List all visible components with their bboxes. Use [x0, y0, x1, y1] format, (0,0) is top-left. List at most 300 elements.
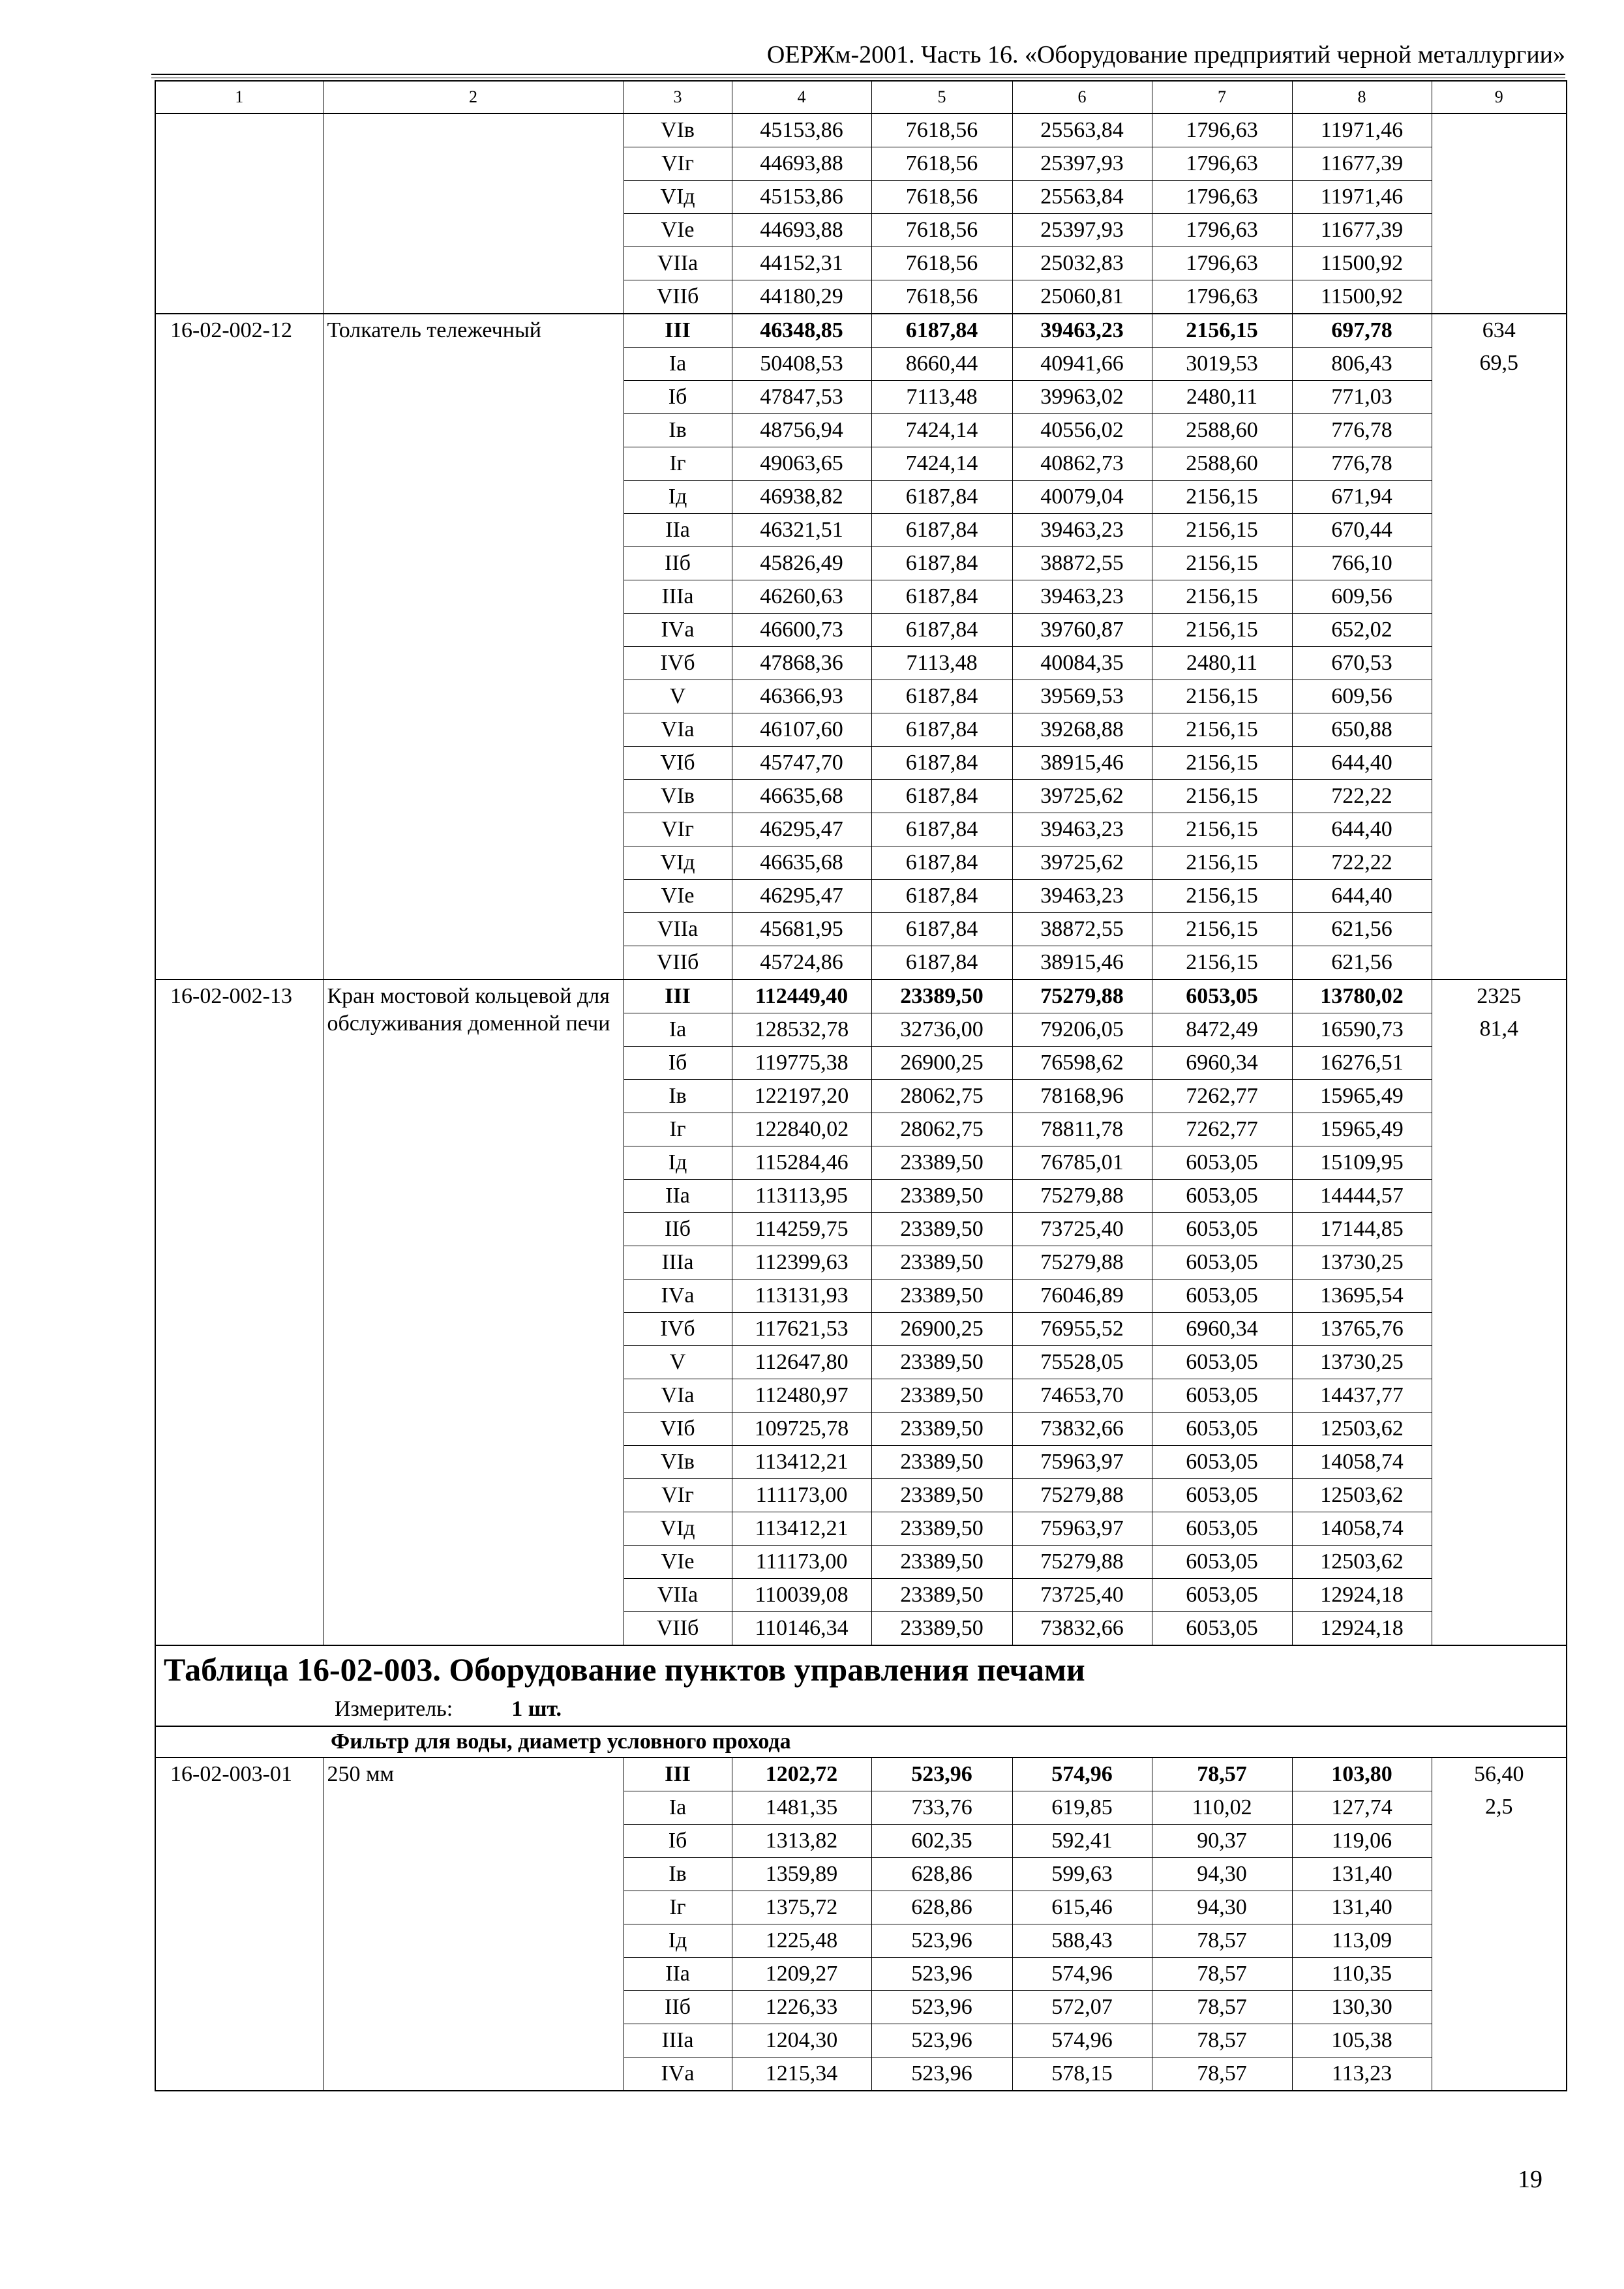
price-cell: 6187,84 [871, 913, 1012, 946]
price-cell: 6187,84 [871, 481, 1012, 514]
price-cell: 73725,40 [1012, 1213, 1152, 1246]
price-cell: 78,57 [1152, 1924, 1292, 1958]
region-code: Iа [624, 1791, 732, 1825]
price-cell: 6053,05 [1152, 1146, 1292, 1180]
price-cell: 94,30 [1152, 1891, 1292, 1924]
col9-value: 634 [1482, 318, 1516, 342]
price-cell: 14058,74 [1292, 1512, 1432, 1546]
price-cell: 1796,63 [1152, 113, 1292, 147]
price-cell: 6187,84 [871, 580, 1012, 614]
price-cell: 11971,46 [1292, 181, 1432, 214]
col9-values [1432, 113, 1567, 314]
price-cell: 670,53 [1292, 647, 1432, 680]
price-cell: 766,10 [1292, 547, 1432, 580]
region-code: IIа [624, 1180, 732, 1213]
price-cell: 6053,05 [1152, 1213, 1292, 1246]
region-code: VIб [624, 747, 732, 780]
column-number: 6 [1012, 81, 1152, 113]
col9-values [1432, 980, 1567, 1645]
price-cell: 23389,50 [871, 1279, 1012, 1313]
price-cell: 105,38 [1292, 2024, 1432, 2057]
price-cell: 2480,11 [1152, 647, 1292, 680]
price-cell: 119,06 [1292, 1825, 1432, 1858]
price-cell: 75279,88 [1012, 1180, 1152, 1213]
price-cell: 112449,40 [732, 980, 871, 1013]
price-cell: 75963,97 [1012, 1446, 1152, 1479]
col9-value: 2,5 [1485, 1795, 1513, 1819]
price-cell: 574,96 [1012, 1958, 1152, 1991]
price-cell: 628,86 [871, 1891, 1012, 1924]
price-cell: 110039,08 [732, 1579, 871, 1612]
region-code: Iв [624, 1858, 732, 1891]
price-cell: 25032,83 [1012, 247, 1152, 280]
table-section-heading [155, 1645, 1567, 1726]
price-cell: 45724,86 [732, 946, 871, 980]
price-cell: 38915,46 [1012, 946, 1152, 980]
column-number: 7 [1152, 81, 1292, 113]
region-code: VIв [624, 1446, 732, 1479]
price-cell: 23389,50 [871, 1180, 1012, 1213]
price-cell: 6187,84 [871, 680, 1012, 713]
region-code: VIIб [624, 280, 732, 314]
price-cell: 103,80 [1292, 1758, 1432, 1791]
price-cell: 110146,34 [732, 1612, 871, 1646]
price-cell: 2480,11 [1152, 381, 1292, 414]
price-cell: 776,78 [1292, 447, 1432, 481]
price-cell: 46635,68 [732, 846, 871, 880]
price-cell: 76046,89 [1012, 1279, 1152, 1313]
region-code: VIг [624, 1479, 732, 1512]
price-cell: 2156,15 [1152, 880, 1292, 913]
price-cell: 6053,05 [1152, 1546, 1292, 1579]
meter-unit: 1 шт. [511, 1697, 562, 1721]
price-cell: 7618,56 [871, 214, 1012, 247]
price-cell: 15109,95 [1292, 1146, 1432, 1180]
price-cell: 46938,82 [732, 481, 871, 514]
price-cell: 11677,39 [1292, 214, 1432, 247]
group-heading-row [155, 1726, 1567, 1758]
price-cell: 2588,60 [1152, 414, 1292, 447]
price-cell: 6053,05 [1152, 1413, 1292, 1446]
price-cell: 39463,23 [1012, 880, 1152, 913]
price-cell: 722,22 [1292, 780, 1432, 813]
price-cell: 28062,75 [871, 1113, 1012, 1146]
price-cell: 619,85 [1012, 1791, 1152, 1825]
price-cell: 7424,14 [871, 414, 1012, 447]
price-cell: 44693,88 [732, 214, 871, 247]
price-cell: 12924,18 [1292, 1612, 1432, 1646]
col9-value: 81,4 [1479, 1017, 1518, 1041]
price-table-body [155, 81, 1567, 2091]
price-cell: 75279,88 [1012, 1546, 1152, 1579]
region-code: VIе [624, 214, 732, 247]
price-cell: 25397,93 [1012, 214, 1152, 247]
price-cell: 1313,82 [732, 1825, 871, 1858]
price-cell: 621,56 [1292, 946, 1432, 980]
price-cell: 78,57 [1152, 1758, 1292, 1791]
price-cell: 7113,48 [871, 381, 1012, 414]
price-cell: 6053,05 [1152, 1612, 1292, 1646]
price-table [155, 80, 1567, 2091]
column-number: 4 [732, 81, 871, 113]
price-cell: 7618,56 [871, 280, 1012, 314]
price-cell: 111173,00 [732, 1479, 871, 1512]
region-code: IIа [624, 1958, 732, 1991]
price-cell: 609,56 [1292, 680, 1432, 713]
region-code: Iв [624, 1080, 732, 1113]
price-cell: 609,56 [1292, 580, 1432, 614]
price-cell: 23389,50 [871, 1379, 1012, 1413]
price-cell: 115284,46 [732, 1146, 871, 1180]
price-cell: 73832,66 [1012, 1612, 1152, 1646]
price-cell: 111173,00 [732, 1546, 871, 1579]
price-cell: 23389,50 [871, 980, 1012, 1013]
price-cell: 1226,33 [732, 1991, 871, 2024]
header-rule [151, 74, 1565, 75]
section-cell [155, 1645, 1567, 1726]
region-code: Iб [624, 1825, 732, 1858]
price-cell: 46600,73 [732, 614, 871, 647]
price-cell: 17144,85 [1292, 1213, 1432, 1246]
price-cell: 11500,92 [1292, 247, 1432, 280]
price-cell: 1796,63 [1152, 214, 1292, 247]
price-cell: 12503,62 [1292, 1546, 1432, 1579]
price-cell: 733,76 [871, 1791, 1012, 1825]
price-cell: 722,22 [1292, 846, 1432, 880]
price-cell: 39463,23 [1012, 314, 1152, 348]
price-cell: 621,56 [1292, 913, 1432, 946]
price-cell: 25397,93 [1012, 147, 1152, 181]
price-cell: 40079,04 [1012, 481, 1152, 514]
price-cell: 23389,50 [871, 1446, 1012, 1479]
price-cell: 75279,88 [1012, 1479, 1152, 1512]
column-number: 5 [871, 81, 1012, 113]
region-code: VIд [624, 846, 732, 880]
price-cell: 25060,81 [1012, 280, 1152, 314]
price-cell: 113,09 [1292, 1924, 1432, 1958]
price-cell: 110,35 [1292, 1958, 1432, 1991]
price-cell: 78,57 [1152, 2057, 1292, 2091]
price-cell: 6053,05 [1152, 1379, 1292, 1413]
price-cell: 23389,50 [871, 1346, 1012, 1379]
price-cell: 1796,63 [1152, 181, 1292, 214]
column-number: 1 [155, 81, 323, 113]
price-cell: 74653,70 [1012, 1379, 1152, 1413]
price-cell: 2156,15 [1152, 813, 1292, 846]
price-cell: 2156,15 [1152, 780, 1292, 813]
price-cell: 776,78 [1292, 414, 1432, 447]
item-code: 16-02-002-13 [155, 980, 323, 1645]
region-code: IIIа [624, 580, 732, 614]
price-cell: 6053,05 [1152, 1579, 1292, 1612]
price-cell: 44693,88 [732, 147, 871, 181]
price-cell: 78,57 [1152, 1958, 1292, 1991]
price-cell: 806,43 [1292, 348, 1432, 381]
price-cell: 12503,62 [1292, 1413, 1432, 1446]
price-cell: 131,40 [1292, 1858, 1432, 1891]
price-cell: 3019,53 [1152, 348, 1292, 381]
col9-value: 69,5 [1479, 351, 1518, 375]
item-name: Кран мостовой кольцевой для обслуживания доменной печи [323, 980, 624, 1645]
region-code: VIIа [624, 1579, 732, 1612]
price-cell: 78,57 [1152, 2024, 1292, 2057]
column-number: 2 [323, 81, 624, 113]
price-cell: 76598,62 [1012, 1047, 1152, 1080]
price-cell: 14444,57 [1292, 1180, 1432, 1213]
region-code: VIIа [624, 913, 732, 946]
column-number: 3 [624, 81, 732, 113]
price-cell: 6187,84 [871, 813, 1012, 846]
region-code: III [624, 980, 732, 1013]
region-code: Iг [624, 447, 732, 481]
region-code: Iг [624, 1113, 732, 1146]
price-cell: 6053,05 [1152, 1180, 1292, 1213]
region-code: VIд [624, 1512, 732, 1546]
price-cell: 615,46 [1012, 1891, 1152, 1924]
price-cell: 76955,52 [1012, 1313, 1152, 1346]
price-cell: 130,30 [1292, 1991, 1432, 2024]
region-code: VIIа [624, 247, 732, 280]
price-cell: 7618,56 [871, 113, 1012, 147]
price-cell: 650,88 [1292, 713, 1432, 747]
price-cell: 46295,47 [732, 880, 871, 913]
price-cell: 644,40 [1292, 813, 1432, 846]
price-cell: 49063,65 [732, 447, 871, 481]
price-cell: 697,78 [1292, 314, 1432, 348]
price-cell: 127,74 [1292, 1791, 1432, 1825]
price-cell: 2156,15 [1152, 747, 1292, 780]
price-cell: 47847,53 [732, 381, 871, 414]
price-cell: 109725,78 [732, 1413, 871, 1446]
price-cell: 128532,78 [732, 1013, 871, 1047]
price-cell: 38872,55 [1012, 913, 1152, 946]
price-cell: 23389,50 [871, 1612, 1012, 1646]
price-cell: 75279,88 [1012, 1246, 1152, 1279]
price-cell: 47868,36 [732, 647, 871, 680]
price-cell: 79206,05 [1012, 1013, 1152, 1047]
price-cell: 26900,25 [871, 1313, 1012, 1346]
price-cell: 113412,21 [732, 1446, 871, 1479]
price-cell: 45153,86 [732, 113, 871, 147]
price-cell: 44180,29 [732, 280, 871, 314]
price-cell: 588,43 [1012, 1924, 1152, 1958]
price-cell: 12924,18 [1292, 1579, 1432, 1612]
price-cell: 32736,00 [871, 1013, 1012, 1047]
price-cell: 1215,34 [732, 2057, 871, 2091]
table-row [155, 113, 1567, 147]
region-code: IVа [624, 2057, 732, 2091]
region-code: IIIа [624, 2024, 732, 2057]
region-code: Iг [624, 1891, 732, 1924]
price-cell: 671,94 [1292, 481, 1432, 514]
price-cell: 2156,15 [1152, 713, 1292, 747]
price-cell: 110,02 [1152, 1791, 1292, 1825]
price-cell: 602,35 [871, 1825, 1012, 1858]
price-cell: 23389,50 [871, 1546, 1012, 1579]
price-cell: 771,03 [1292, 381, 1432, 414]
price-cell: 46366,93 [732, 680, 871, 713]
price-cell: 11500,92 [1292, 280, 1432, 314]
price-cell: 2156,15 [1152, 514, 1292, 547]
price-cell: 6187,84 [871, 846, 1012, 880]
price-cell: 25563,84 [1012, 113, 1152, 147]
price-cell: 117621,53 [732, 1313, 871, 1346]
price-cell: 7113,48 [871, 647, 1012, 680]
price-cell: 45747,70 [732, 747, 871, 780]
price-cell: 670,44 [1292, 514, 1432, 547]
price-cell: 73832,66 [1012, 1413, 1152, 1446]
price-cell: 2156,15 [1152, 846, 1292, 880]
price-cell: 78168,96 [1012, 1080, 1152, 1113]
price-cell: 40084,35 [1012, 647, 1152, 680]
price-cell: 13765,76 [1292, 1313, 1432, 1346]
price-cell: 2156,15 [1152, 946, 1292, 980]
page-header: ОЕРЖм-2001. Часть 16. «Оборудование предприятий черной металлургии» [766, 41, 1565, 68]
meter-line [160, 1693, 1562, 1726]
price-cell: 2156,15 [1152, 580, 1292, 614]
price-cell: 652,02 [1292, 614, 1432, 647]
price-cell: 592,41 [1012, 1825, 1152, 1858]
column-number-row [155, 81, 1567, 113]
price-cell: 45153,86 [732, 181, 871, 214]
price-cell: 628,86 [871, 1858, 1012, 1891]
price-cell: 1796,63 [1152, 247, 1292, 280]
price-cell: 572,07 [1012, 1991, 1152, 2024]
region-code: IVб [624, 1313, 732, 1346]
price-cell: 23389,50 [871, 1413, 1012, 1446]
region-code: III [624, 1758, 732, 1791]
price-cell: 46260,63 [732, 580, 871, 614]
price-cell: 6960,34 [1152, 1313, 1292, 1346]
price-cell: 39725,62 [1012, 780, 1152, 813]
price-cell: 75963,97 [1012, 1512, 1152, 1546]
price-cell: 50408,53 [732, 348, 871, 381]
price-cell: 16276,51 [1292, 1047, 1432, 1080]
price-cell: 39463,23 [1012, 813, 1152, 846]
price-cell: 78,57 [1152, 1991, 1292, 2024]
section-title: Таблица 16-02-003. Оборудование пунктов управления печами [164, 1651, 1085, 1688]
price-cell: 39463,23 [1012, 580, 1152, 614]
price-cell: 599,63 [1012, 1858, 1152, 1891]
price-cell: 16590,73 [1292, 1013, 1432, 1047]
price-cell: 76785,01 [1012, 1146, 1152, 1180]
price-cell: 1202,72 [732, 1758, 871, 1791]
price-cell: 39963,02 [1012, 381, 1152, 414]
price-cell: 11677,39 [1292, 147, 1432, 181]
price-cell: 523,96 [871, 1991, 1012, 2024]
col9-values [1432, 314, 1567, 980]
region-code: IIIа [624, 1246, 732, 1279]
price-cell: 2156,15 [1152, 481, 1292, 514]
item-name: Толкатель тележечный [323, 314, 624, 980]
region-code: VIд [624, 181, 732, 214]
price-cell: 523,96 [871, 1958, 1012, 1991]
price-cell: 6187,84 [871, 614, 1012, 647]
price-cell: 44152,31 [732, 247, 871, 280]
price-cell: 8660,44 [871, 348, 1012, 381]
region-code: Iб [624, 381, 732, 414]
item-name [323, 113, 624, 314]
region-code: VIа [624, 713, 732, 747]
price-cell: 90,37 [1152, 1825, 1292, 1858]
price-cell: 45826,49 [732, 547, 871, 580]
price-cell: 38872,55 [1012, 547, 1152, 580]
price-cell: 113131,93 [732, 1279, 871, 1313]
price-cell: 15965,49 [1292, 1113, 1432, 1146]
price-cell: 23389,50 [871, 1479, 1012, 1512]
price-cell: 122840,02 [732, 1113, 871, 1146]
price-cell: 2156,15 [1152, 614, 1292, 647]
price-cell: 11971,46 [1292, 113, 1432, 147]
price-cell: 6187,84 [871, 514, 1012, 547]
price-cell: 12503,62 [1292, 1479, 1432, 1512]
price-cell: 6053,05 [1152, 1479, 1292, 1512]
price-cell: 94,30 [1152, 1858, 1292, 1891]
price-cell: 39268,88 [1012, 713, 1152, 747]
region-code: Iд [624, 1924, 732, 1958]
price-cell: 7618,56 [871, 181, 1012, 214]
price-cell: 1796,63 [1152, 147, 1292, 181]
region-code: VIе [624, 1546, 732, 1579]
price-cell: 46348,85 [732, 314, 871, 348]
price-cell: 46635,68 [732, 780, 871, 813]
region-code: VIв [624, 780, 732, 813]
price-cell: 1225,48 [732, 1924, 871, 1958]
price-cell: 23389,50 [871, 1213, 1012, 1246]
region-code: VIг [624, 147, 732, 181]
price-cell: 114259,75 [732, 1213, 871, 1246]
price-cell: 6187,84 [871, 547, 1012, 580]
price-cell: 2156,15 [1152, 547, 1292, 580]
price-cell: 75279,88 [1012, 980, 1152, 1013]
price-cell: 6053,05 [1152, 1346, 1292, 1379]
price-cell: 26900,25 [871, 1047, 1012, 1080]
price-cell: 1204,30 [732, 2024, 871, 2057]
group-heading: Фильтр для воды, диаметр условного прохода [155, 1726, 1567, 1758]
page-number: 19 [1518, 2166, 1542, 2193]
price-cell: 6187,84 [871, 314, 1012, 348]
region-code: IIб [624, 1991, 732, 2024]
price-cell: 75528,05 [1012, 1346, 1152, 1379]
price-cell: 13695,54 [1292, 1279, 1432, 1313]
price-cell: 112647,80 [732, 1346, 871, 1379]
price-cell: 574,96 [1012, 2024, 1152, 2057]
price-cell: 6187,84 [871, 747, 1012, 780]
price-cell: 7424,14 [871, 447, 1012, 481]
price-cell: 6053,05 [1152, 980, 1292, 1013]
price-cell: 25563,84 [1012, 181, 1152, 214]
region-code: Iб [624, 1047, 732, 1080]
price-cell: 523,96 [871, 2024, 1012, 2057]
price-cell: 14058,74 [1292, 1446, 1432, 1479]
price-cell: 46295,47 [732, 813, 871, 846]
price-cell: 28062,75 [871, 1080, 1012, 1113]
price-cell: 23389,50 [871, 1146, 1012, 1180]
price-cell: 13730,25 [1292, 1346, 1432, 1379]
price-cell: 7262,77 [1152, 1080, 1292, 1113]
price-cell: 39569,53 [1012, 680, 1152, 713]
price-cell: 113412,21 [732, 1512, 871, 1546]
price-cell: 6053,05 [1152, 1446, 1292, 1479]
region-code: Iа [624, 348, 732, 381]
item-code: 16-02-002-12 [155, 314, 323, 980]
col9-values [1432, 1758, 1567, 2091]
price-cell: 13780,02 [1292, 980, 1432, 1013]
price-cell: 2156,15 [1152, 314, 1292, 348]
price-cell: 45681,95 [732, 913, 871, 946]
price-cell: 1209,27 [732, 1958, 871, 1991]
price-cell: 2156,15 [1152, 913, 1292, 946]
